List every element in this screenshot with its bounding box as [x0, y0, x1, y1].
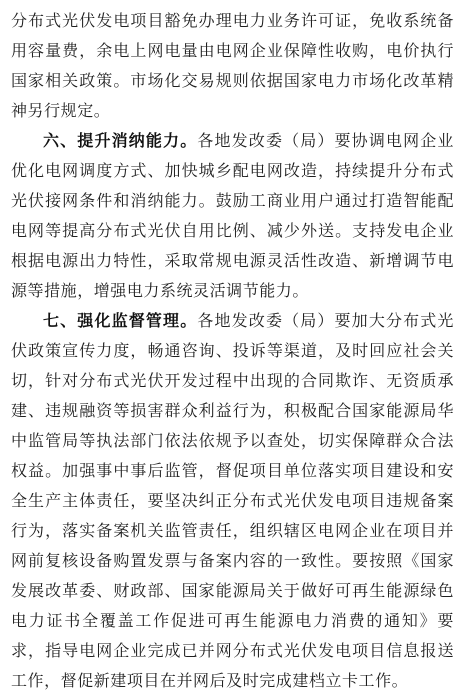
section-heading: 六、提升消纳能力。	[43, 131, 198, 150]
paragraph-text: 分布式光伏发电项目豁免办理电力业务许可证，免收系统备用容量费，余电上网电量由电网企业保障性收购，电价执行国家相关政策。市场化交易规则依据国家电力市场化改革精神另行规定。	[11, 11, 454, 120]
paragraph-section-6	[11, 126, 454, 306]
section-heading: 七、强化监督管理。	[43, 311, 198, 330]
paragraph-text: 各地发改委（局）要加大分布式光伏政策宣传力度，畅通咨询、投诉等渠道，及时回应社会关切，针对分布式光伏开发过程中出现的合同欺诈、无资质承建、违规融资等损害群众利益行为，积极配合国家能源局华中监管局等执法部门依法依规予以查处，切实保障群众合法权益。加强事中事后监管，督促项目单位落实项目建设和安全生产主体责任，要坚决纠正分布式光伏发电项目违规备案行为，落实备案机关监管责任，组织辖区电网企业在项目并网前复核设备购置发票与备案内容的一致性。要按照《国家发展改革委、财政部、国家能源局关于做好可再生能源绿色电力证书全覆盖工作促进可再生能源电力消费的通知》要求，指导电网企业完成已并网分布式光伏发电项目信息报送工作，督促新建项目在并网后及时完成建档立卡工作。	[11, 311, 454, 690]
paragraph-continuation	[11, 6, 454, 126]
paragraph-text: 各地发改委（局）要协调电网企业优化电网调度方式、加快城乡配电网改造，持续提升分布式光伏接网条件和消纳能力。鼓励工商业用户通过打造智能配电网等提高分布式光伏自用比例、减少外送。支持发电企业根据电源出力特性，采取常规电源灵活性改造、新增调节电源等措施，增强电力系统灵活调节能力。	[11, 131, 454, 300]
paragraph-section-7	[11, 306, 454, 696]
